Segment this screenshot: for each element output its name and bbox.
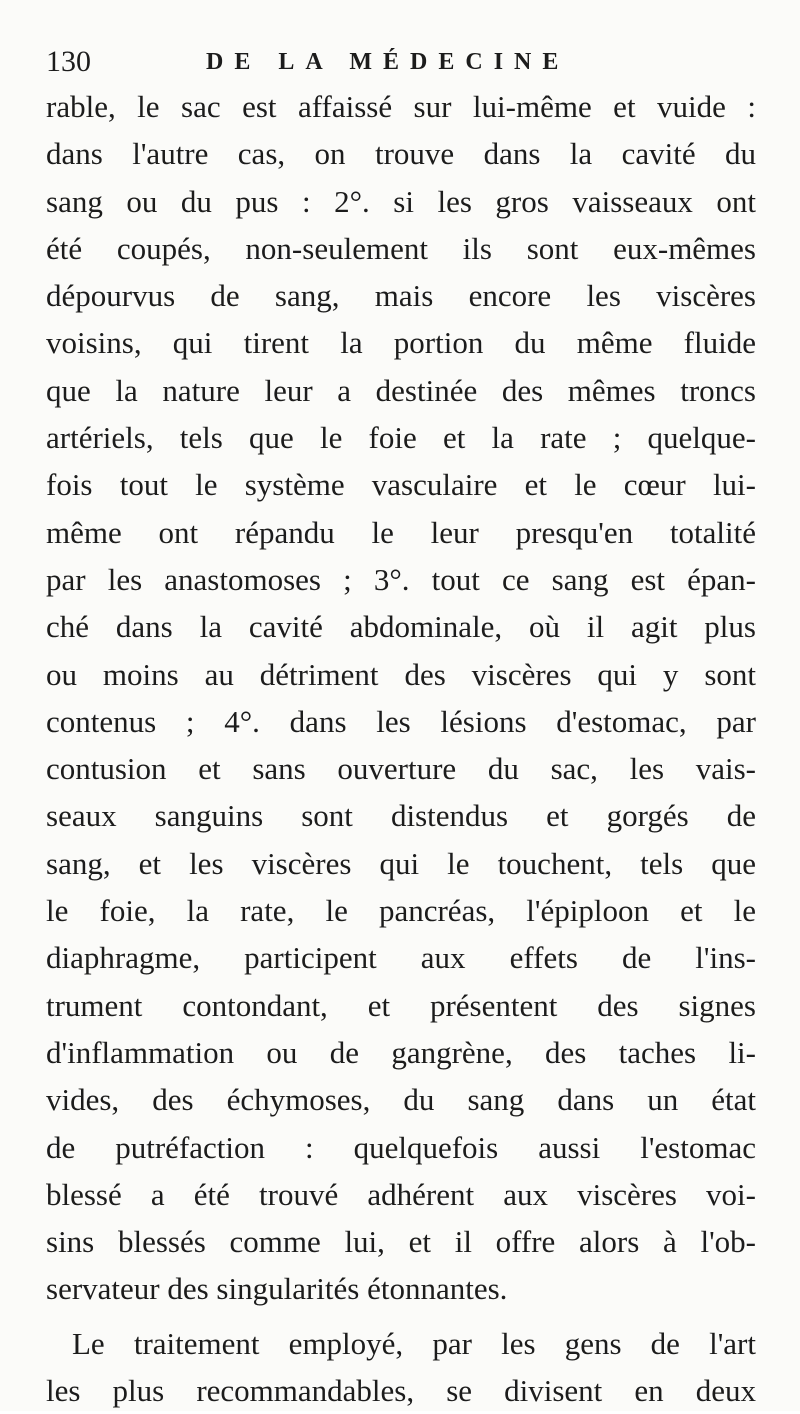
text-line: même ont répandu le leur presqu'en totalité	[46, 514, 756, 550]
text-line: de putréfaction : quelquefois aussi l'estomac	[46, 1129, 756, 1165]
text-line: sang, et les viscères qui le touchent, tels que	[46, 845, 756, 881]
paragraph-2	[46, 1320, 756, 1414]
text-line: diaphragme, participent aux effets de l'ins-	[46, 940, 756, 976]
text-line: seaux sanguins sont distendus et gorgés de	[46, 798, 756, 834]
text-line: Le traitement employé, par les gens de l'art	[72, 1325, 756, 1361]
running-head	[46, 42, 766, 82]
text-line: d'inflammation ou de gangrène, des taches li-	[46, 1034, 756, 1070]
text-line: servateur des singularités étonnantes.	[46, 1271, 508, 1307]
paragraph-1	[46, 83, 756, 1313]
text-line: été coupés, non-seulement ils sont eux-mêmes	[46, 230, 756, 266]
text-line: trument contondant, et présentent des signes	[46, 987, 756, 1023]
text-line: artériels, tels que le foie et la rate ; quelque-	[46, 420, 756, 456]
text-line: vides, des échymoses, du sang dans un état	[46, 1082, 756, 1118]
text-line: dans l'autre cas, on trouve dans la cavité du	[46, 136, 756, 172]
text-line: contusion et sans ouverture du sac, les vais-	[46, 751, 756, 787]
text-line: ou moins au détriment des viscères qui y sont	[46, 656, 756, 692]
text-line: rable, le sac est affaissé sur lui-même et vuide :	[46, 89, 756, 124]
body-text	[46, 83, 756, 1414]
text-line: contenus ; 4°. dans les lésions d'estomac, par	[46, 703, 756, 739]
text-line: les plus recommandables, se divisent en deux	[46, 1373, 756, 1409]
text-line: blessé a été trouvé adhérent aux viscères voi-	[46, 1176, 756, 1212]
text-line: fois tout le système vasculaire et le cœur lui-	[46, 467, 756, 503]
paragraph-gap	[46, 1313, 756, 1320]
text-line: le foie, la rate, le pancréas, l'épiploon et le	[46, 893, 756, 929]
text-line: ché dans la cavité abdominale, où il agit plus	[46, 609, 756, 645]
text-line: que la nature leur a destinée des mêmes troncs	[46, 372, 756, 408]
page-number: 130	[46, 45, 91, 78]
text-line: voisins, qui tirent la portion du même fluide	[46, 325, 756, 361]
text-line: sins blessés comme lui, et il offre alors à l'ob-	[46, 1224, 756, 1260]
text-line: sang ou du pus : 2°. si les gros vaisseaux ont	[46, 183, 756, 219]
running-title: DE LA MÉDECINE	[206, 49, 570, 75]
text-line: dépourvus de sang, mais encore les viscères	[46, 278, 756, 314]
text-line: par les anastomoses ; 3°. tout ce sang est épan-	[46, 561, 756, 597]
